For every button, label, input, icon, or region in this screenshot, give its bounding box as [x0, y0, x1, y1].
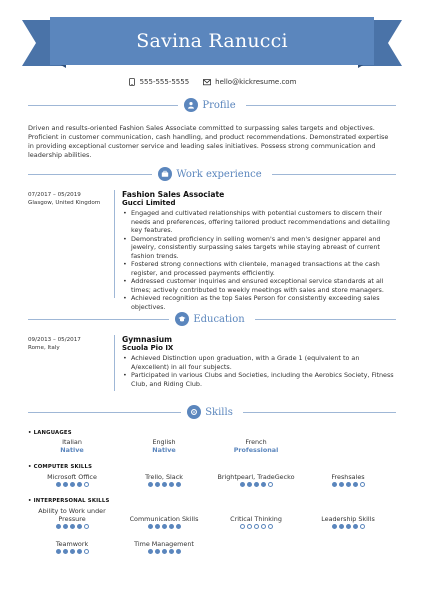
rating-dot-filled [162, 482, 167, 487]
education-meta [28, 336, 108, 352]
skill-rating [210, 482, 302, 487]
mail-icon [203, 78, 211, 86]
skill-name: Microsoft Office [47, 473, 97, 481]
skill-group-computer: • COMPUTER SKILLS [28, 464, 93, 470]
rating-dot-empty [84, 482, 89, 487]
rating-dot-filled [353, 482, 358, 487]
skills-header [28, 404, 396, 420]
interpersonal-skill-item [118, 540, 210, 554]
divider [28, 174, 152, 175]
list-item: • Participated in various Clubs and Societies, including the Aerobics Society, Fitness Club, and Riding Club. [122, 371, 396, 388]
graduation-cap-icon [175, 312, 189, 326]
contact-bar [0, 78, 424, 86]
rating-dot-filled [56, 482, 61, 487]
rating-dot-filled [148, 524, 153, 529]
skill-rating [118, 482, 210, 487]
job-title: Fashion Sales Associate [122, 190, 225, 199]
rating-dot-filled [176, 524, 181, 529]
rating-dot-filled [70, 524, 75, 529]
rating-dot-empty [240, 524, 245, 529]
computer-skill-item [26, 473, 118, 487]
rating-dot-empty [254, 524, 259, 529]
skill-name: Ability to Work under Pressure [38, 507, 106, 523]
timeline-line [114, 335, 115, 391]
employer: Gucci Limited [122, 199, 176, 207]
rating-dot-filled [77, 482, 82, 487]
interpersonal-skill-item [118, 515, 210, 529]
rating-dot-empty [247, 524, 252, 529]
rating-dot-filled [339, 482, 344, 487]
language-name: English [152, 438, 176, 446]
list-item: • Achieved recognition as the top Sales Person for consistently exceeding sales objectives. [122, 294, 396, 311]
language-name: French [245, 438, 267, 446]
skill-rating [26, 524, 118, 529]
list-item: • Engaged and cultivated relationships with potential customers to discern their needs and preferences, offering tailored product recommendations and detailing key features. [122, 209, 396, 235]
education-entry [122, 335, 396, 388]
language-level: Native [152, 446, 176, 454]
rating-dot-empty [84, 524, 89, 529]
education-header [28, 311, 396, 327]
rating-dot-filled [176, 549, 181, 554]
rating-dot-filled [169, 524, 174, 529]
section-title-experience: Work experience [176, 168, 262, 180]
rating-dot-filled [254, 482, 259, 487]
candidate-name: Savina Ranucci [136, 30, 288, 52]
computer-skill-item [118, 473, 210, 487]
skill-name: Trello, Slack [145, 473, 183, 481]
briefcase-icon [158, 167, 172, 181]
skill-name: Time Management [134, 540, 194, 548]
rating-dot-filled [261, 482, 266, 487]
language-level: Professional [233, 446, 279, 454]
skill-name: Critical Thinking [230, 515, 282, 523]
language-name: Italian [62, 438, 82, 446]
skill-name: Freshsales [331, 473, 365, 481]
rating-dot-filled [63, 549, 68, 554]
rating-dot-filled [353, 524, 358, 529]
skill-rating [26, 549, 118, 554]
divider [243, 412, 396, 413]
skill-rating [302, 524, 394, 529]
languages-label: LANGUAGES [33, 430, 72, 436]
interpersonal-skill-item [210, 515, 302, 529]
divider [28, 105, 178, 106]
timeline-line [114, 190, 115, 298]
list-item: • Fostered strong connections with clientele, managed transactions at the cash register, and processed payments efficiently. [122, 260, 396, 277]
list-item: • Achieved Distinction upon graduation, with a Grade 1 (equivalent to an A/excellent) in all four subjects. [122, 354, 396, 371]
rating-dot-filled [77, 549, 82, 554]
rating-dot-filled [70, 482, 75, 487]
interpersonal-skills-label: INTERPERSONAL SKILLS [33, 498, 110, 504]
section-title-skills: Skills [205, 406, 233, 418]
experience-meta [28, 191, 108, 207]
skill-rating [210, 524, 302, 529]
profile-summary: Driven and results-oriented Fashion Sales Associate committed to surpassing sales targets and objectives. Proficient in customer communication, cash handling, and product recommendations. Demonstrated expertise in providing exceptional customer service and leading sales initiatives. Possess strong communication and leadership abilities. [28, 124, 389, 159]
language-item [26, 438, 118, 454]
rating-dot-filled [176, 482, 181, 487]
experience-bullets [122, 209, 396, 311]
degree-title: Gymnasium [122, 335, 173, 344]
language-level: Native [60, 446, 84, 454]
rating-dot-filled [162, 524, 167, 529]
skills-icon [187, 405, 201, 419]
skill-group-languages: • LANGUAGES [28, 430, 72, 436]
rating-dot-empty [360, 482, 365, 487]
rating-dot-empty [84, 549, 89, 554]
skill-name: Teamwork [55, 540, 89, 548]
person-icon [184, 98, 198, 112]
computer-skill-item [302, 473, 394, 487]
list-item: • Demonstrated proficiency in selling women's and men's designer apparel and jewelry, consistently surpassing sales targets while staying abreast of current fashion trends. [122, 235, 396, 261]
rating-dot-filled [63, 524, 68, 529]
rating-dot-filled [332, 482, 337, 487]
rating-dot-filled [148, 549, 153, 554]
rating-dot-filled [346, 482, 351, 487]
email-text[interactable]: hello@kickresume.com [215, 78, 297, 86]
rating-dot-empty [268, 482, 273, 487]
rating-dot-filled [70, 549, 75, 554]
divider [28, 319, 169, 320]
skill-rating [26, 482, 118, 487]
education-dates: 09/2013 – 05/2017 [28, 337, 81, 343]
interpersonal-skill-item [302, 515, 394, 529]
rating-dot-filled [155, 524, 160, 529]
experience-entry [122, 190, 396, 311]
divider [246, 105, 396, 106]
computer-skills-label: COMPUTER SKILLS [33, 464, 93, 470]
skill-rating [302, 482, 394, 487]
education-bullets [122, 354, 396, 388]
interpersonal-skill-item [26, 540, 118, 554]
section-title-education: Education [193, 313, 245, 325]
rating-dot-filled [346, 524, 351, 529]
rating-dot-filled [169, 549, 174, 554]
experience-header [28, 166, 396, 182]
skill-name: Brightpearl, TradeGecko [217, 473, 295, 481]
skill-rating [118, 524, 210, 529]
contact-phone [128, 78, 190, 86]
interpersonal-skill-item [26, 507, 118, 529]
header-banner [0, 0, 424, 80]
divider [28, 412, 181, 413]
rating-dot-filled [148, 482, 153, 487]
profile-header [28, 97, 396, 113]
rating-dot-filled [332, 524, 337, 529]
name-banner [50, 17, 374, 65]
skill-name: Communication Skills [129, 515, 199, 523]
rating-dot-empty [360, 524, 365, 529]
rating-dot-filled [155, 482, 160, 487]
divider [272, 174, 396, 175]
language-item [118, 438, 210, 454]
divider [255, 319, 396, 320]
skill-name: Leadership Skills [321, 515, 375, 523]
rating-dot-filled [169, 482, 174, 487]
rating-dot-filled [56, 524, 61, 529]
experience-location: Glasgow, United Kingdom [28, 200, 101, 206]
rating-dot-empty [261, 524, 266, 529]
rating-dot-filled [155, 549, 160, 554]
phone-text[interactable]: 555-555-5555 [139, 78, 190, 86]
skill-rating [118, 549, 210, 554]
rating-dot-filled [240, 482, 245, 487]
rating-dot-empty [268, 524, 273, 529]
list-item: • Addressed customer inquiries and ensured exceptional service standards at all times; actively contributed to weekly meetings with sales and store managers. [122, 277, 396, 294]
rating-dot-filled [247, 482, 252, 487]
computer-skill-item [210, 473, 302, 487]
section-title-profile: Profile [202, 99, 236, 111]
experience-dates: 07/2017 – 05/2019 [28, 192, 81, 198]
language-item [210, 438, 302, 454]
rating-dot-filled [56, 549, 61, 554]
rating-dot-filled [63, 482, 68, 487]
contact-email [203, 78, 296, 86]
rating-dot-filled [339, 524, 344, 529]
phone-icon [128, 78, 136, 86]
skill-group-interpersonal: • INTERPERSONAL SKILLS [28, 498, 110, 504]
rating-dot-filled [77, 524, 82, 529]
school-name: Scuola Pio IX [122, 344, 174, 352]
education-location: Rome, Italy [28, 345, 60, 351]
rating-dot-filled [162, 549, 167, 554]
